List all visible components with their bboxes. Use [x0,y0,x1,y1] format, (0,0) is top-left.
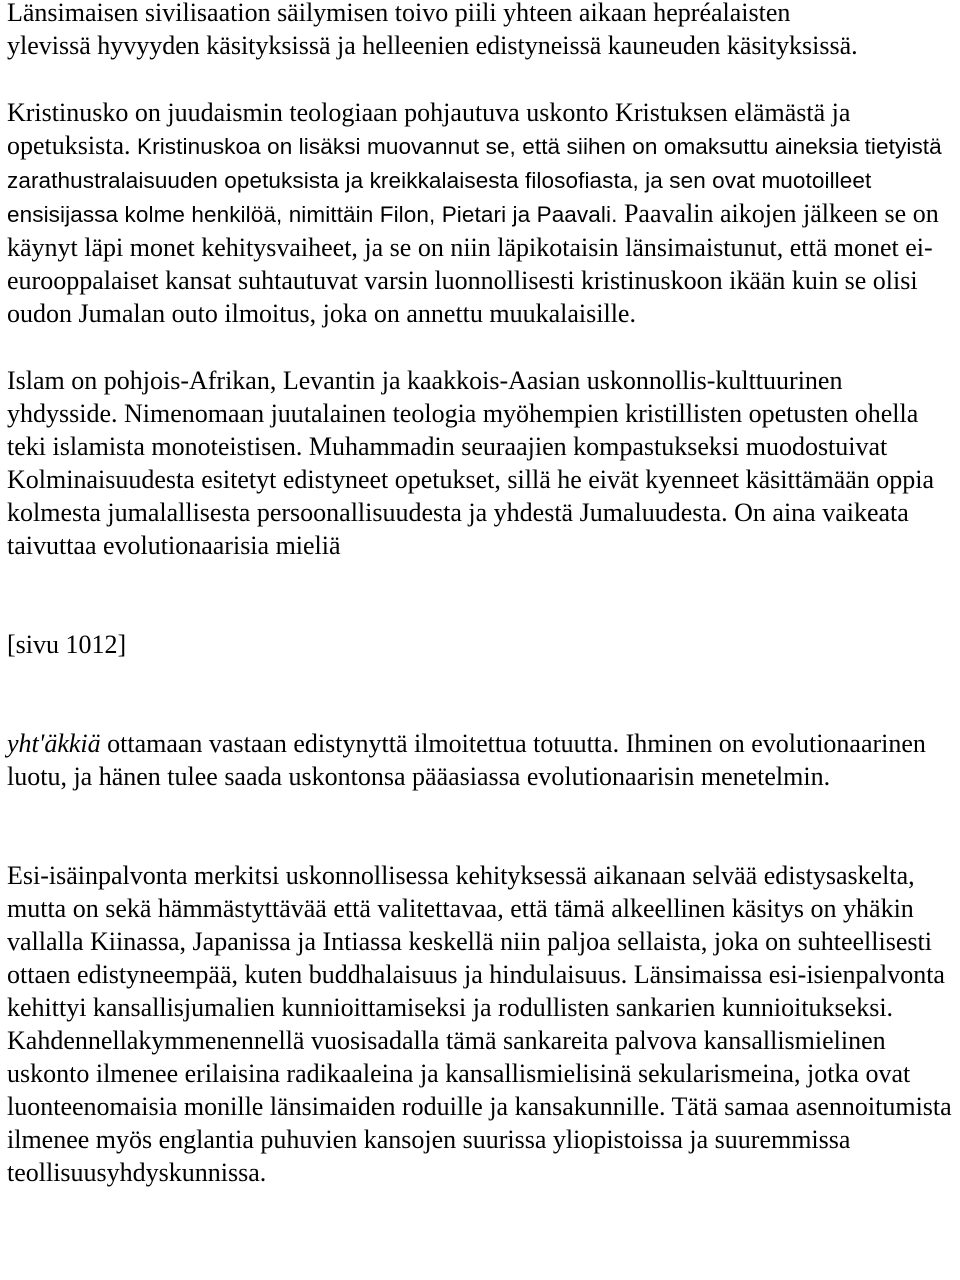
p5-text-d: Tätä samaa asennoitumista ilmenee myös englantia puhuvien kansojen suurissa yliopistoissa ja suuremmissa teollisuusyhdyskunnissa. [7,1092,952,1187]
document-page [7,0,957,1189]
spacer [7,62,957,96]
spacer [7,793,957,859]
p5-text-a: Esi-isäinpalvonta merkitsi uskonnollisessa kehityksessä aikanaan selvää edistysaskelta, mutta on sekä hämmästyttävää että valitettavaa, että tämä alkeellinen käsitys on yhäkin vallalla Kiinassa, Japanissa ja Intiassa keskellä niin paljoa sellaista, joka on suhteellisesti ottaen edistyneempää, kuten buddhalaisuus ja hindulaisuus. [7,861,932,989]
p1-line2: ylevissä hyvyyden käsityksissä ja helleenien edistyneissä kauneuden käsityksissä. [7,31,858,60]
paragraph-2 [7,96,957,330]
paragraph-1 [7,0,957,62]
p5-text-c: Kahdennellakymmenennellä vuosisadalla tämä sankareita palvova kansallismielinen uskonto ilmenee erilaisina radikaaleina ja kansallismielisinä sekularismeina, jotka ovat luonteenomaisia monille länsimaiden roduille ja kansakunnille. [7,1026,911,1121]
spacer [7,661,957,727]
p3-text-sans: Nimenomaan juutalainen teologia myöhempien kristillisten opetusten ohella teki islamista monoteistisen. [7,399,919,461]
p3-text-c: On aina vaikeata taivuttaa evolutionaarisia mieliä [7,498,909,560]
p4-italic: yht'äkkiä [7,729,101,758]
paragraph-3 [7,364,957,562]
paragraph-5 [7,859,957,1189]
p4-text-a: ottamaan vastaan edistynyttä ilmoitettua totuutta. [100,729,620,758]
p2-text-a: Kristinusko on juudaismin teologiaan pohjautuva uskonto Kristuksen elämästä ja opetuksista. [7,98,851,160]
p5-text-b: Länsimaissa esi-isienpalvonta kehittyi kansallisjumalien kunnioittamiseksi ja rodullisten sankarien kunnioitukseksi. [7,960,945,1022]
p3-text-a: Islam on pohjois-Afrikan, Levantin ja kaakkois-Aasian uskonnollis-kulttuurinen yhdysside. [7,366,843,428]
page-marker [7,628,957,661]
spacer [7,562,957,628]
p3-text-b: Muhammadin seuraajien kompastukseksi muodostuivat Kolminaisuudesta esitetyt edistyneet opetukset, sillä he eivät kyenneet käsittämään oppia kolmesta jumalallisesta persoonallisuudesta ja yhdestä Jumaluudesta. [7,432,935,527]
paragraph-4 [7,727,957,793]
p2-text-b: Paavalin aikojen jälkeen se on käynyt läpi monet kehitysvaiheet, ja se on niin läpikotaisin länsimaistunut, että monet ei-eurooppalaiset kansat suhtautuvat varsin luonnollisesti kristinuskoon ikään kuin se olisi oudon Jumalan outo ilmoitus, joka on annettu muukalaisille. [7,199,939,328]
spacer [7,330,957,364]
p2-text-sans: Kristinuskoa on lisäksi muovannut se, että siihen on omaksuttu aineksia tietyistä zarathustralaisuuden opetuksista ja kreikkalaisesta filosofiasta, ja sen ovat muotoilleet ensisijassa kolme henkilöä, nimittäin Filon, Pietari ja Paavali. [7,134,942,227]
p1-line1: Länsimaisen sivilisaation säilymisen toivo piili yhteen aikaan hepréalaisten [7,0,791,27]
page-marker-text: [sivu 1012] [7,630,127,659]
p4-text-b: Ihminen on evolutionaarinen luotu, ja hänen tulee saada uskontonsa pääasiassa evolutionaarisin menetelmin. [7,729,926,791]
